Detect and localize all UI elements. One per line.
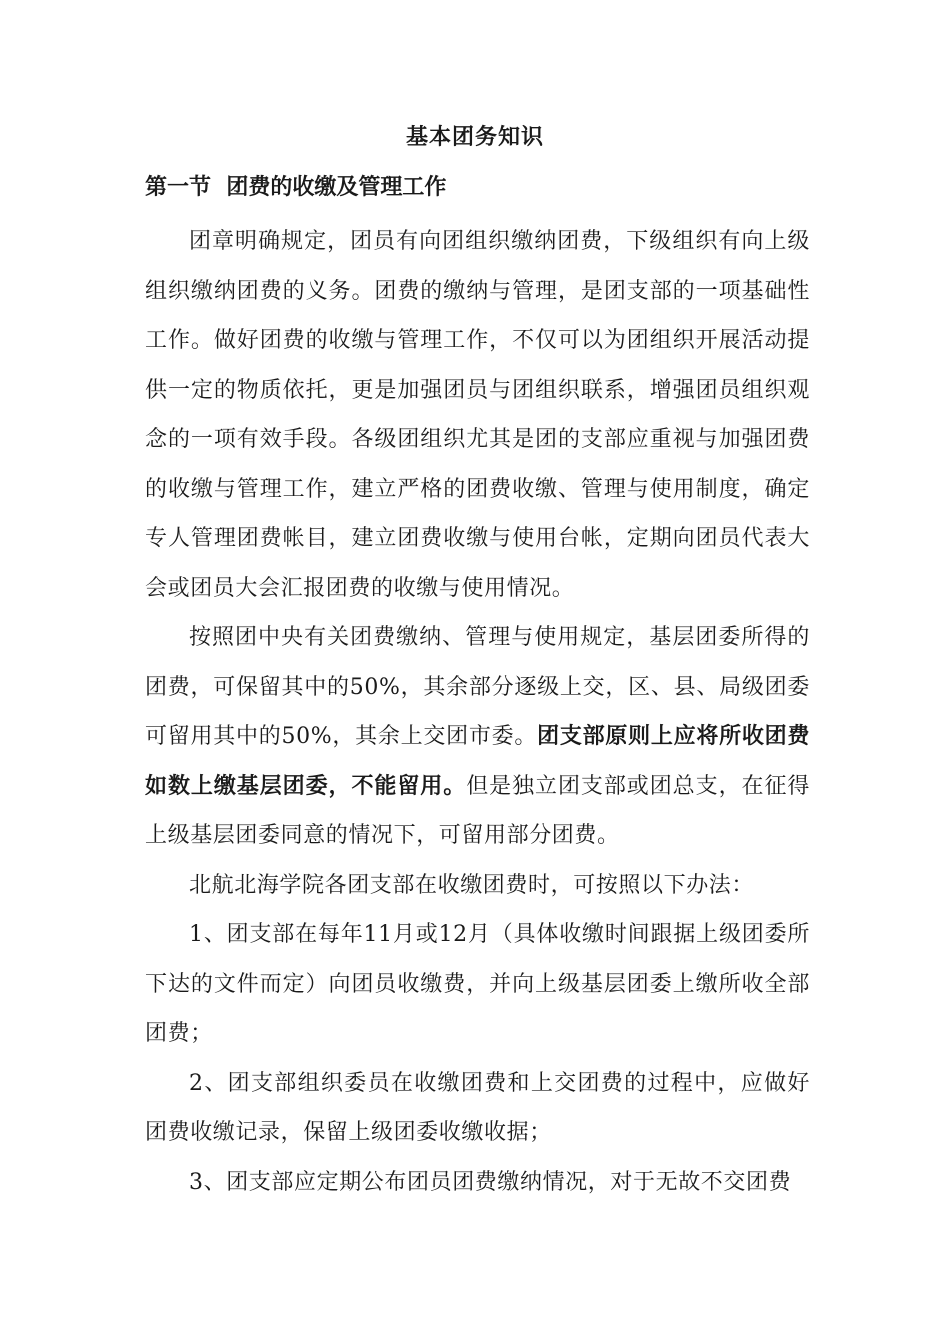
list-item-3: 3、团支部应定期公布团员团费缴纳情况，对于无故不交团费 xyxy=(189,1169,792,1195)
paragraph-2-text-start: 按照团中央有关团费缴纳、管理与使用规定，基层团委所得的团费，可保留其中的50%，其余部分逐级上交，区、县、局级团委可留用其中的50%，其余上交团市委。 xyxy=(145,625,810,749)
paragraph-2-text-end: 但是独立团支部或团总支，在征得上级基层团委同意的情况下，可留用部分团费。 xyxy=(145,773,810,848)
list-item-1: 1、团支部在每年11月或12月（具体收缴时间跟据上级团委所下达的文件而定）向团员收缴费，并向上级基层团委上缴所收全部团费； xyxy=(145,922,810,1046)
list-item-2: 2、团支部组织委员在收缴团费和上交团费的过程中，应做好团费收缴记录，保留上级团委收缴收据； xyxy=(145,1070,810,1145)
paragraph-3: 北航北海学院各团支部在收缴团费时，可按照以下办法： xyxy=(189,872,755,898)
paragraph-1: 团章明确规定，团员有向团组织缴纳团费，下级组织有向上级组织缴纳团费的义务。团费的缴纳与管理，是团支部的一项基础性工作。做好团费的收缴与管理工作，不仅可以为团组织开展活动提供一定的物质依托，更是加强团员与团组织联系，增强团员组织观念的一项有效手段。各级团组织尤其是团的支部应重视与加强团费的收缴与管理工作，建立严格的团费收缴、管理与使用制度，确定专人管理团费帐目，建立团费收缴与使用台帐，定期向团员代表大会或团员大会汇报团费的收缴与使用情况。 xyxy=(145,229,810,601)
paragraph-2-bold-text: 团支部原则上应将所收团费如数上缴基层团委，不能留用。 xyxy=(145,723,811,799)
document-title: 基本团务知识 xyxy=(405,124,544,150)
document-body xyxy=(145,217,810,1207)
section-heading: 第一节 团费的收缴及管理工作 xyxy=(145,174,447,200)
paragraph-2 xyxy=(145,613,810,861)
